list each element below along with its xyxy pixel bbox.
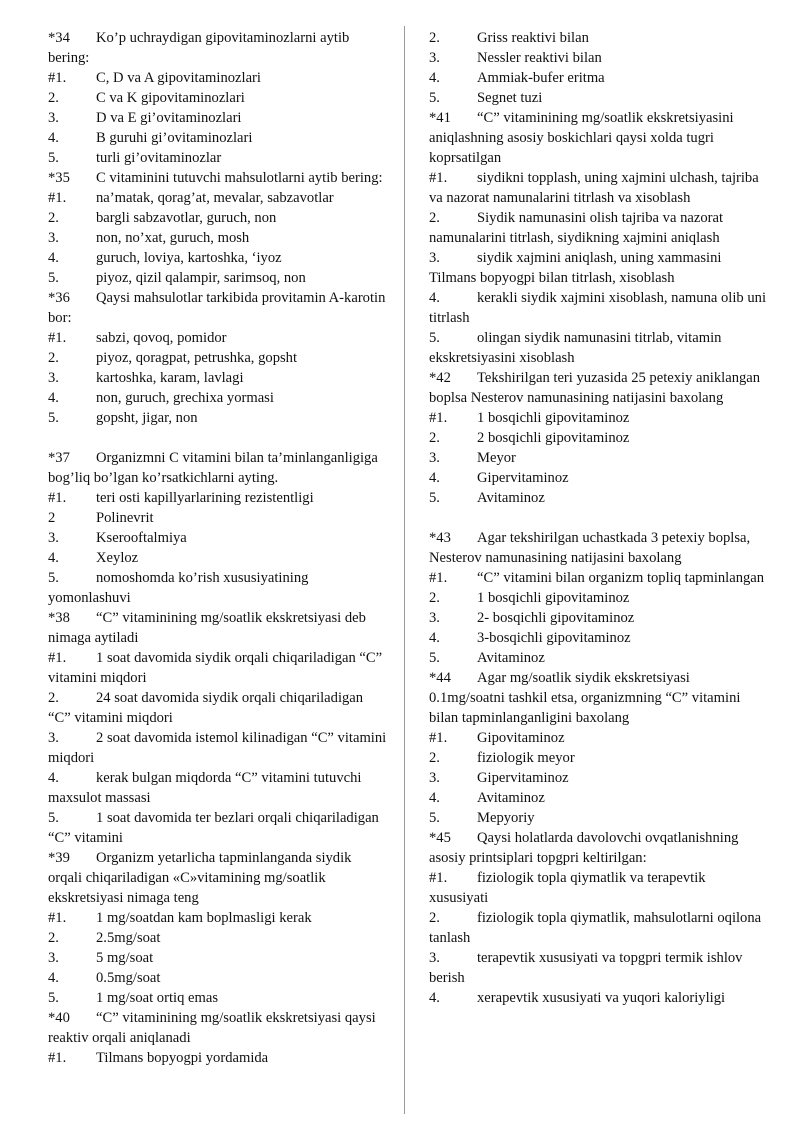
option-number: 4. bbox=[429, 990, 440, 1006]
blank-line bbox=[48, 428, 388, 448]
answer-option bbox=[429, 768, 767, 788]
option-text: 1 bosqichli gipovitaminoz bbox=[477, 410, 630, 426]
question-number: *34 bbox=[48, 30, 70, 46]
answer-option bbox=[429, 808, 767, 828]
answer-option bbox=[48, 768, 388, 808]
option-number: 3. bbox=[429, 610, 440, 626]
option-text: kerak bulgan miqdorda “C” vitamini tutuvchi maxsulot massasi bbox=[48, 770, 362, 806]
option-text: fiziologik topla qiymatlik, mahsulotlarni oqilona tanlash bbox=[429, 910, 762, 946]
right-column bbox=[429, 28, 767, 1008]
answer-option bbox=[48, 808, 388, 848]
option-number: 4. bbox=[429, 630, 440, 646]
option-text: Kserooftalmiya bbox=[96, 530, 187, 546]
answer-option bbox=[48, 968, 388, 988]
option-number: #1. bbox=[429, 410, 448, 426]
option-text: C va K gipovitaminozlari bbox=[96, 90, 245, 106]
option-text: Gipovitaminoz bbox=[477, 730, 565, 746]
option-text: fiziologik meyor bbox=[477, 750, 575, 766]
option-number: 4. bbox=[429, 70, 440, 86]
option-text: 1 bosqichli gipovitaminoz bbox=[477, 590, 630, 606]
question-item bbox=[48, 28, 388, 68]
option-text: turli gi’ovitaminozlar bbox=[96, 150, 222, 166]
answer-option bbox=[429, 868, 767, 908]
answer-option bbox=[429, 68, 767, 88]
answer-option bbox=[48, 688, 388, 728]
answer-option bbox=[48, 268, 388, 288]
answer-option bbox=[429, 328, 767, 368]
option-text: Meyor bbox=[477, 450, 516, 466]
option-number: 3. bbox=[48, 230, 59, 246]
answer-option bbox=[429, 168, 767, 208]
question-number: *40 bbox=[48, 1010, 70, 1026]
option-text: Ammiak-bufer eritma bbox=[477, 70, 605, 86]
answer-option bbox=[48, 208, 388, 228]
option-number: #1. bbox=[429, 170, 448, 186]
question-number: *43 bbox=[429, 530, 451, 546]
answer-option bbox=[429, 948, 767, 988]
answer-option bbox=[429, 608, 767, 628]
option-number: 5. bbox=[429, 810, 440, 826]
option-number: 3. bbox=[48, 370, 59, 386]
answer-option bbox=[429, 648, 767, 668]
option-number: 4. bbox=[48, 390, 59, 406]
answer-option bbox=[48, 568, 388, 608]
option-number: 4. bbox=[429, 290, 440, 306]
answer-option bbox=[429, 248, 767, 288]
option-number: 3. bbox=[429, 250, 440, 266]
answer-option bbox=[48, 368, 388, 388]
option-text: Avitaminoz bbox=[477, 490, 545, 506]
answer-option bbox=[429, 588, 767, 608]
option-number: 3. bbox=[48, 110, 59, 126]
option-number: #1. bbox=[429, 870, 448, 886]
option-text: sabzi, qovoq, pomidor bbox=[96, 330, 227, 346]
option-number: 4. bbox=[48, 770, 59, 786]
answer-option bbox=[48, 488, 388, 508]
option-number: 3. bbox=[48, 950, 59, 966]
question-number: *45 bbox=[429, 830, 451, 846]
answer-option bbox=[429, 28, 767, 48]
question-item bbox=[48, 288, 388, 328]
option-text: terapevtik xususiyati va topgpri termik ishlov berish bbox=[429, 950, 743, 986]
option-text: Xeyloz bbox=[96, 550, 139, 566]
option-number: 5. bbox=[429, 650, 440, 666]
option-text: 24 soat davomida siydik orqali chiqariladigan “C” vitamini miqdori bbox=[48, 690, 364, 726]
answer-option bbox=[48, 148, 388, 168]
answer-option bbox=[48, 108, 388, 128]
question-number: *44 bbox=[429, 670, 451, 686]
option-number: #1. bbox=[429, 570, 448, 586]
option-number: 3. bbox=[429, 770, 440, 786]
answer-option bbox=[48, 548, 388, 568]
question-item bbox=[429, 668, 767, 728]
option-text: na’matak, qorag’at, mevalar, sabzavotlar bbox=[96, 190, 334, 206]
option-number: 4. bbox=[48, 970, 59, 986]
answer-option bbox=[48, 328, 388, 348]
answer-option bbox=[429, 628, 767, 648]
answer-option bbox=[48, 1048, 388, 1068]
answer-option bbox=[429, 88, 767, 108]
answer-option bbox=[48, 908, 388, 928]
option-text: siydik xajmini aniqlash, uning xammasini Tilmans bopyogpi bilan titrlash, xisoblash bbox=[429, 250, 722, 286]
option-number: #1. bbox=[48, 650, 67, 666]
option-number: 5. bbox=[48, 810, 59, 826]
option-text: bargli sabzavotlar, guruch, non bbox=[96, 210, 277, 226]
left-column bbox=[48, 28, 388, 1068]
answer-option bbox=[429, 48, 767, 68]
answer-option bbox=[429, 288, 767, 328]
option-number: 2. bbox=[48, 690, 59, 706]
option-number: #1. bbox=[429, 730, 448, 746]
option-number: #1. bbox=[48, 490, 67, 506]
option-number: 5. bbox=[48, 150, 59, 166]
option-text: Nessler reaktivi bilan bbox=[477, 50, 602, 66]
question-item bbox=[48, 608, 388, 648]
option-text: Gipervitaminoz bbox=[477, 770, 569, 786]
answer-option bbox=[429, 788, 767, 808]
option-number: #1. bbox=[48, 1050, 67, 1066]
question-number: *41 bbox=[429, 110, 451, 126]
answer-option bbox=[48, 248, 388, 268]
option-number: 2. bbox=[429, 750, 440, 766]
option-text: non, no’xat, guruch, mosh bbox=[96, 230, 250, 246]
answer-option bbox=[429, 748, 767, 768]
answer-option bbox=[48, 508, 388, 528]
answer-option bbox=[48, 128, 388, 148]
option-text: 1 mg/soatdan kam boplmasligi kerak bbox=[96, 910, 312, 926]
question-number: *42 bbox=[429, 370, 451, 386]
option-text: 2.5mg/soat bbox=[96, 930, 161, 946]
option-text: Griss reaktivi bilan bbox=[477, 30, 589, 46]
option-text: Polinevrit bbox=[96, 510, 154, 526]
answer-option bbox=[48, 228, 388, 248]
answer-option bbox=[429, 988, 767, 1008]
option-number: 4. bbox=[48, 250, 59, 266]
option-number: 3. bbox=[48, 530, 59, 546]
question-item bbox=[48, 448, 388, 488]
question-item bbox=[48, 168, 388, 188]
option-text: 1 mg/soat ortiq emas bbox=[96, 990, 219, 1006]
answer-option bbox=[48, 68, 388, 88]
question-text: Agar mg/soatlik siydik ekskretsiyasi 0.1mg/soatni tashkil etsa, organizmning “C” vitamini bilan tapminlanganligini baxolang bbox=[429, 670, 741, 726]
option-text: 1 soat davomida siydik orqali chiqariladigan “C” vitamini miqdori bbox=[48, 650, 383, 686]
option-text: fiziologik topla qiymatlik va terapevtik xususiyati bbox=[429, 870, 706, 906]
option-number: #1. bbox=[48, 70, 67, 86]
question-item bbox=[429, 368, 767, 408]
option-text: 1 soat davomida ter bezlari orqali chiqariladigan “C” vitamini bbox=[48, 810, 379, 846]
option-text: kartoshka, karam, lavlagi bbox=[96, 370, 244, 386]
option-number: 2. bbox=[429, 30, 440, 46]
question-item bbox=[429, 108, 767, 168]
option-number: 2. bbox=[48, 90, 59, 106]
option-text: siydikni topplash, uning xajmini ulchash, tajriba va nazorat namunalarini titrlash va xisoblash bbox=[429, 170, 759, 206]
blank-line bbox=[429, 508, 767, 528]
question-text: Ko’p uchraydigan gipovitaminozlarni aytib bering: bbox=[48, 30, 350, 66]
question-number: *35 bbox=[48, 170, 70, 186]
question-item bbox=[429, 528, 767, 568]
question-number: *36 bbox=[48, 290, 70, 306]
option-text: guruch, loviya, kartoshka, ‘iyoz bbox=[96, 250, 282, 266]
option-text: Mepyoriy bbox=[477, 810, 535, 826]
question-number: *38 bbox=[48, 610, 70, 626]
option-text: piyoz, qoragpat, petrushka, gopsht bbox=[96, 350, 298, 366]
question-text: “C” vitaminining mg/soatlik ekskretsiyasi deb nimaga aytiladi bbox=[48, 610, 366, 646]
option-text: non, guruch, grechixa yormasi bbox=[96, 390, 274, 406]
option-text: “C” vitamini bilan organizm topliq tapminlangan bbox=[477, 570, 765, 586]
option-text: B guruhi gi’ovitaminozlari bbox=[96, 130, 253, 146]
question-text: “C” vitaminining mg/soatlik ekskretsiyasini aniqlashning asosiy boskichlari qaysi xolda tugri koprsatilgan bbox=[429, 110, 734, 166]
option-text: Segnet tuzi bbox=[477, 90, 543, 106]
answer-option bbox=[48, 728, 388, 768]
option-number: 2. bbox=[48, 210, 59, 226]
option-text: teri osti kapillyarlarining rezistentligi bbox=[96, 490, 314, 506]
option-number: 5. bbox=[48, 570, 59, 586]
answer-option bbox=[429, 488, 767, 508]
question-item bbox=[48, 1008, 388, 1048]
option-number: 5. bbox=[429, 330, 440, 346]
option-text: 2- bosqichli gipovitaminoz bbox=[477, 610, 635, 626]
option-text: 2 soat davomida istemol kilinadigan “C” vitamini miqdori bbox=[48, 730, 387, 766]
question-text: C vitaminini tutuvchi mahsulotlarni aytib bering: bbox=[96, 170, 383, 186]
option-text: Siydik namunasini olish tajriba va nazorat namunalarini titrlash, siydikning xajmini aniqlash bbox=[429, 210, 724, 246]
option-text: D va E gi’ovitaminozlari bbox=[96, 110, 242, 126]
option-number: 2. bbox=[48, 350, 59, 366]
question-text: Qaysi holatlarda davolovchi ovqatlanishning asosiy printsiplari topgpri keltirilgan: bbox=[429, 830, 739, 866]
answer-option bbox=[429, 728, 767, 748]
option-text: nomoshomda ko’rish xususiyatining yomonlashuvi bbox=[48, 570, 309, 606]
option-number: 2. bbox=[429, 590, 440, 606]
question-number: *37 bbox=[48, 450, 70, 466]
option-text: C, D va A gipovitaminozlari bbox=[96, 70, 261, 86]
option-number: 3. bbox=[429, 450, 440, 466]
question-text: Organizmni C vitamini bilan ta’minlanganligiga bog’liq bo’lgan ko’rsatkichlarni ayting. bbox=[48, 450, 378, 486]
answer-option bbox=[48, 648, 388, 688]
option-number: #1. bbox=[48, 190, 67, 206]
option-number: 3. bbox=[429, 50, 440, 66]
answer-option bbox=[429, 408, 767, 428]
option-number: 4. bbox=[48, 550, 59, 566]
option-text: kerakli siydik xajmini xisoblash, namuna olib uni titrlash bbox=[429, 290, 767, 326]
option-text: Avitaminoz bbox=[477, 650, 545, 666]
column-divider bbox=[404, 26, 405, 1114]
question-text: Organizm yetarlicha tapminlanganda siydik orqali chiqariladigan «C»vitamining mg/soatlik ekskretsiyasi nimaga teng bbox=[48, 850, 352, 906]
question-text: Qaysi mahsulotlar tarkibida provitamin A-karotin bor: bbox=[48, 290, 386, 326]
answer-option bbox=[429, 908, 767, 948]
option-number: 2. bbox=[48, 930, 59, 946]
option-number: 5. bbox=[48, 270, 59, 286]
answer-option bbox=[429, 448, 767, 468]
answer-option bbox=[429, 428, 767, 448]
question-text: Agar tekshirilgan uchastkada 3 petexiy boplsa, Nesterov namunasining natijasini baxolang bbox=[429, 530, 751, 566]
option-text: Avitaminoz bbox=[477, 790, 545, 806]
answer-option bbox=[48, 928, 388, 948]
option-number: #1. bbox=[48, 330, 67, 346]
question-item bbox=[429, 828, 767, 868]
question-text: “C” vitaminining mg/soatlik ekskretsiyasi qaysi reaktiv orqali aniqlanadi bbox=[48, 1010, 376, 1046]
answer-option bbox=[429, 468, 767, 488]
option-number: 2. bbox=[429, 910, 440, 926]
option-number: 2. bbox=[429, 210, 440, 226]
answer-option bbox=[429, 208, 767, 248]
answer-option bbox=[48, 528, 388, 548]
option-text: piyoz, qizil qalampir, sarimsoq, non bbox=[96, 270, 306, 286]
answer-option bbox=[48, 388, 388, 408]
option-number: 2. bbox=[429, 430, 440, 446]
question-text: Tekshirilgan teri yuzasida 25 petexiy aniklangan boplsa Nesterov namunasining natijasini baxolang bbox=[429, 370, 761, 406]
option-text: 0.5mg/soat bbox=[96, 970, 161, 986]
question-item bbox=[48, 848, 388, 908]
option-number: 5. bbox=[48, 410, 59, 426]
answer-option bbox=[48, 348, 388, 368]
answer-option bbox=[48, 88, 388, 108]
option-number: 2 bbox=[48, 510, 56, 526]
question-number: *39 bbox=[48, 850, 70, 866]
option-text: olingan siydik namunasini titrlab, vitamin ekskretsiyasini xisoblash bbox=[429, 330, 722, 366]
option-text: 5 mg/soat bbox=[96, 950, 154, 966]
option-text: gopsht, jigar, non bbox=[96, 410, 198, 426]
answer-option bbox=[48, 408, 388, 428]
option-number: 5. bbox=[429, 490, 440, 506]
option-number: 4. bbox=[429, 790, 440, 806]
answer-option bbox=[48, 948, 388, 968]
option-number: #1. bbox=[48, 910, 67, 926]
answer-option bbox=[48, 188, 388, 208]
option-number: 4. bbox=[48, 130, 59, 146]
option-number: 5. bbox=[429, 90, 440, 106]
option-text: xerapevtik xususiyati va yuqori kaloriyligi bbox=[477, 990, 726, 1006]
option-number: 5. bbox=[48, 990, 59, 1006]
option-number: 4. bbox=[429, 470, 440, 486]
option-number: 3. bbox=[48, 730, 59, 746]
option-text: Gipervitaminoz bbox=[477, 470, 569, 486]
option-text: 3-bosqichli gipovitaminoz bbox=[477, 630, 631, 646]
option-text: 2 bosqichli gipovitaminoz bbox=[477, 430, 630, 446]
option-number: 3. bbox=[429, 950, 440, 966]
option-text: Tilmans bopyogpi yordamida bbox=[96, 1050, 269, 1066]
answer-option bbox=[429, 568, 767, 588]
answer-option bbox=[48, 988, 388, 1008]
